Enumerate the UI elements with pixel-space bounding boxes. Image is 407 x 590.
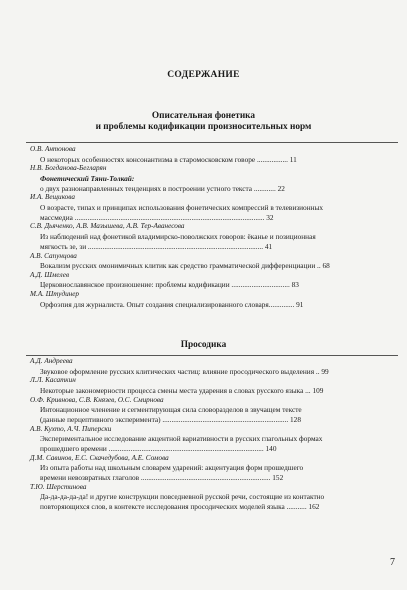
entry-author: А.Д. Шмелев [30, 270, 70, 279]
entry-title-line: О возрасте, типах и принципах использования фонетических компрессий в телевизионных [40, 202, 324, 212]
entry-title-line: Из наблюдений над фонетикой владимирско-поволжских говоров: ёканье и позиционная [40, 231, 316, 241]
toc-entry [0, 252, 407, 271]
entry-title-line: массмедиа ........................................................................................................ 32 [40, 212, 274, 222]
entry-author: Т.Ю. Шерстинова [30, 482, 87, 491]
page-title: СОДЕРЖАНИЕ [167, 70, 240, 80]
toc-entry [0, 193, 407, 222]
entry-author: М.А. Штудинер [30, 290, 80, 299]
section-divider [26, 355, 398, 356]
section-heading-phonetics [0, 111, 407, 133]
entry-author: Л.Л. Касаткин [30, 376, 76, 385]
entry-title-line: повторяющихся слов, в контексте исследования просодических моделей языка ........... 162 [40, 502, 320, 512]
entry-author: А.В. Сапунцова [30, 251, 77, 260]
entry-title-line: (данные перцептивного эксперимента) ..................................................................... 128 [40, 414, 301, 424]
toc-entry [0, 145, 407, 164]
entry-title-line: Да-да-да-да-да! и другие конструкции повседневной русской речи, состоящие из контактно [40, 492, 325, 502]
entry-author: С.В. Дьяченко, А.В. Мазышева, А.В. Тер-Аванесова [30, 222, 185, 231]
section-heading-prosody [0, 340, 407, 351]
toc-entry [0, 164, 407, 193]
entry-author: О.В. Антонова [30, 145, 76, 153]
entry-title-line: Церковнославянское произношение: проблемы кодификации ................................ 83 [40, 280, 299, 290]
entry-author: И.А. Вещикова [30, 193, 75, 202]
entry-author: А.В. Кухто, А.Ч. Пиперски [30, 424, 112, 433]
toc-entry [0, 483, 407, 512]
entry-author: А.Д. Андреева [30, 357, 73, 365]
entry-title-line: Некоторые закономерности процесса смены места ударения в словах русского языка ... 109 [40, 385, 324, 395]
entry-title-line: Вокализм русских омонимичных клитик как средство грамматической дифференциации .. 68 [40, 261, 330, 271]
entry-title-line: прошедшего времени ..................................................................................... 140 [40, 443, 277, 453]
section-heading-line: Просодика [180, 340, 227, 350]
entry-title-line: О некоторых особенностях консонантизма в старомосковском говоре ................. 11 [40, 154, 297, 164]
section1-entries [0, 145, 407, 309]
section-divider [26, 142, 398, 143]
toc-entry [0, 396, 407, 425]
section-heading-line-1: Описательная фонетика [151, 111, 256, 121]
entry-title-line: мягкость зе, зи ................................................................................................ 41 [40, 241, 273, 251]
entry-title-line: Из опыта работы над школьным словарем ударений: акцентуация форм прошедшего [40, 463, 304, 473]
entry-author: Н.В. Богданова-Бегларян [30, 164, 107, 173]
section2-entries [0, 357, 407, 512]
entry-title-line: Звуковое оформление русских клитических частиц: влияние просодического выделения .. 99 [40, 366, 329, 376]
page-number: 7 [390, 557, 395, 568]
entry-title-line: Экспериментальное исследование акцентной вариативности в русских глагольных формах [40, 434, 323, 444]
toc-entry [0, 222, 407, 251]
toc-entry [0, 425, 407, 454]
entry-title-line: Орфоэпия для журналиста. Опыт создания специализированного словаря.............. 91 [40, 299, 304, 309]
entry-title-line: времени невозвратных глаголов ....................................................................... 152 [40, 473, 284, 483]
toc-entry [0, 376, 407, 395]
entry-title-line [0, 174, 407, 184]
entry-author: Д.М. Савинов, Е.С. Скачедубова, А.Е. Сомова [30, 453, 169, 462]
section-heading-line-2: и проблемы кодификации произносительных норм [95, 122, 312, 132]
entry-title-line: Интонационное членение и сегментирующая сила словоразделов в звучащем тексте [40, 405, 302, 415]
toc-entry [0, 271, 407, 290]
toc-entry [0, 357, 407, 376]
entry-author: О.Ф. Кривнова, С.В. Князев, О.С. Смирнова [30, 395, 164, 404]
toc-entry [0, 290, 407, 309]
entry-title-line: о двух разнонаправленных тенденциях в построении устного текста ............ 22 [40, 183, 285, 193]
toc-entry [0, 454, 407, 483]
entry-title-line-text: Фонетический Тяни-Толкай: [40, 173, 135, 183]
